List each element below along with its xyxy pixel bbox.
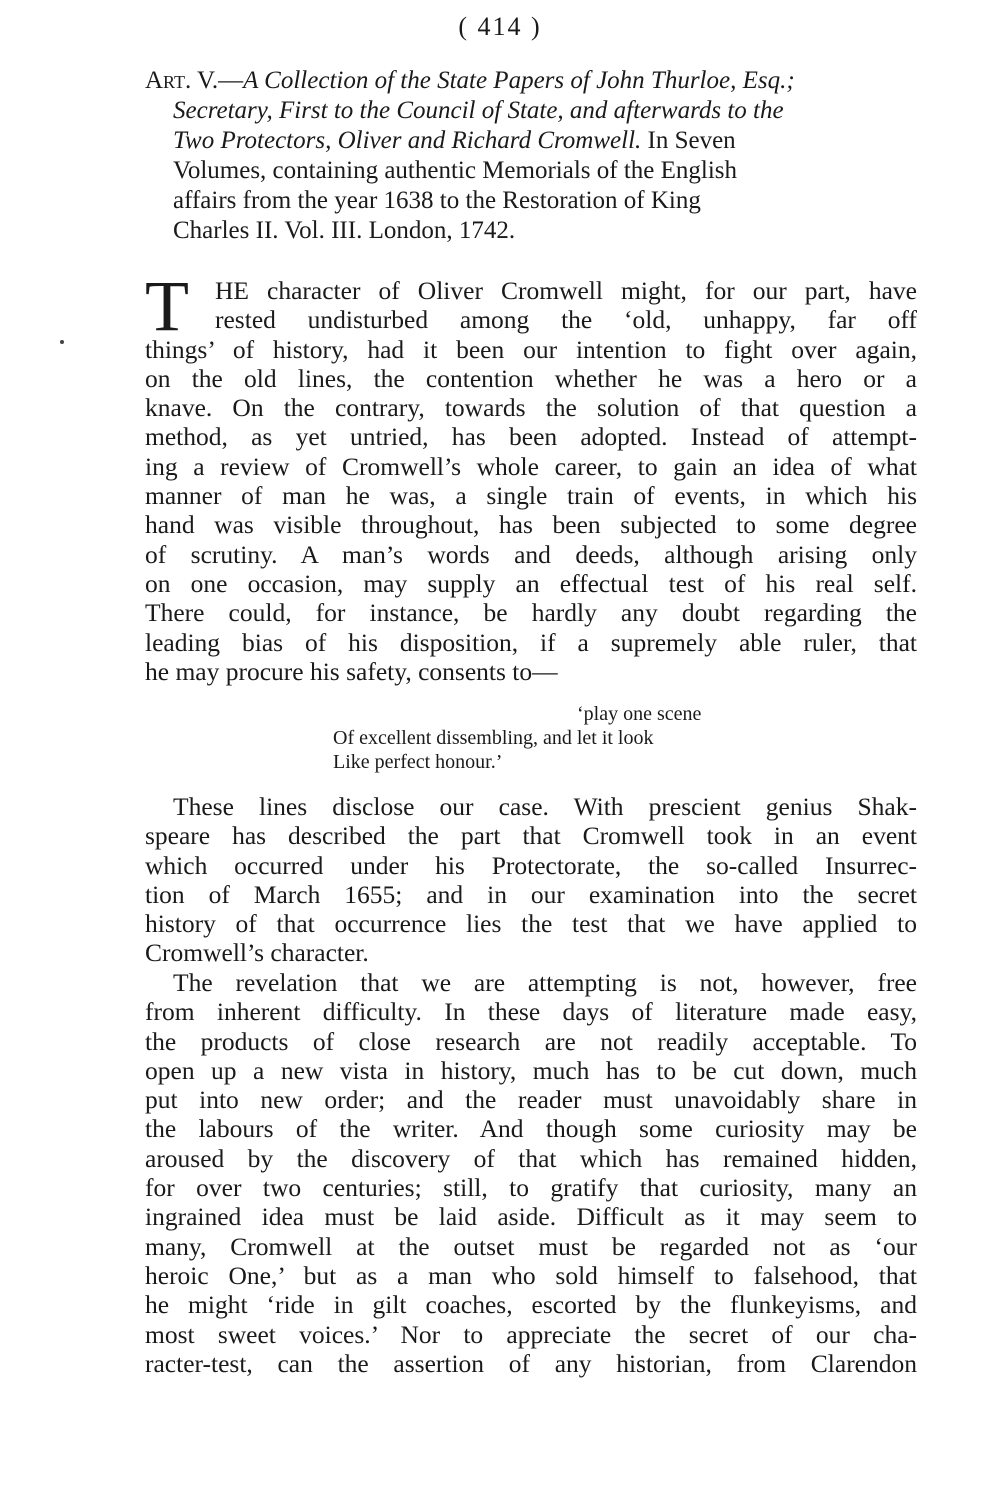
heading-title-part: A Collection of the State Papers of John Thurloe, Esq.; <box>243 67 795 94</box>
heading-line-6 <box>145 216 915 246</box>
article-heading <box>145 66 915 246</box>
heading-title-part: Secretary, First to the Council of State, and afterwards to the <box>173 97 784 124</box>
text-line: on the old lines, the contention whether he was a hero or a <box>145 363 917 393</box>
text-line: tion of March 1655; and in our examination into the secret <box>145 879 917 909</box>
heading-roman-part: In Seven <box>641 127 736 154</box>
text-line: most sweet voices.’ Nor to appreciate the secret of our cha- <box>145 1319 917 1349</box>
text-line: things’ of history, had it been our intention to fight over again, <box>145 334 917 364</box>
text-line: of scrutiny. A man’s words and deeds, although arising only <box>145 539 917 569</box>
heading-line-1 <box>145 66 915 96</box>
text-line: for over two centuries; still, to gratify that curiosity, many an <box>145 1173 917 1203</box>
text-line: the products of close research are not readily acceptable. To <box>145 1026 917 1056</box>
text-line: heroic One,’ but as a man who sold himself to falsehood, that <box>145 1260 917 1290</box>
text-line: Cromwell’s character. <box>145 938 369 968</box>
page-number: ( 414 ) <box>458 12 542 41</box>
text-line: history of that occurrence lies the test that we have applied to <box>145 909 917 939</box>
text-line: which occurred under his Protectorate, the so-called Insurrec- <box>145 850 917 880</box>
text-line: racter-test, can the assertion of any historian, from Clarendon <box>145 1348 917 1378</box>
text-line: aroused by the discovery of that which has remained hidden, <box>145 1143 917 1173</box>
heading-line-4 <box>145 156 915 186</box>
heading-roman-part: affairs from the year 1638 to the Restoration of King <box>173 187 701 214</box>
heading-dash: — <box>218 67 244 94</box>
text-line: knave. On the contrary, towards the solution of that question a <box>145 393 917 423</box>
heading-roman-part: Volumes, containing authentic Memorials of the English <box>173 157 738 184</box>
text-line: There could, for instance, be hardly any doubt regarding the <box>145 598 917 628</box>
text-line: speare has described the part that Cromwell took in an event <box>145 821 917 851</box>
text-line: manner of man he was, a single train of events, in which his <box>145 481 917 511</box>
paragraph-1 <box>145 266 917 686</box>
text-line: put into new order; and the reader must unavoidably share in <box>145 1085 917 1115</box>
text-line: rested undisturbed among the ‘old, unhappy, far off <box>215 305 917 335</box>
text-line: HE character of Oliver Cromwell might, for our part, have <box>215 276 917 305</box>
text-line: ing a review of Cromwell’s whole career, to gain an idea of what <box>145 451 917 481</box>
article-label: Art. V. <box>145 67 219 94</box>
heading-roman-part: Charles II. Vol. III. London, 1742. <box>173 217 516 244</box>
quote-line: Of excellent dissembling, and let it look <box>333 727 654 749</box>
text-line: many, Cromwell at the outset must be regarded not as ‘our <box>145 1231 917 1261</box>
paragraph-3 <box>145 968 917 1378</box>
text-line: ingrained idea must be laid aside. Difficult as it may seem to <box>145 1202 917 1232</box>
verse-quotation <box>333 702 753 774</box>
stray-ink-mark <box>60 340 64 344</box>
text-line: from inherent difficulty. In these days of literature made easy, <box>145 997 917 1027</box>
text-line: he may procure his safety, consents to— <box>145 656 558 686</box>
text-line: hand was visible throughout, has been subjected to some degree <box>145 510 917 540</box>
heading-title-part: Two Protectors, Oliver and Richard Cromwell. <box>173 127 642 154</box>
text-line: method, as yet untried, has been adopted. Instead of attempt- <box>145 422 917 452</box>
drop-cap: T <box>145 266 189 346</box>
text-line: The revelation that we are attempting is not, however, free <box>173 968 917 997</box>
text-line: the labours of the writer. And though some curiosity may be <box>145 1114 917 1144</box>
text-line: These lines disclose our case. With prescient genius Shak- <box>173 792 917 821</box>
paragraph-2 <box>145 792 917 968</box>
text-line: open up a new vista in history, much has to be cut down, much <box>145 1055 917 1085</box>
text-line: leading bias of his disposition, if a supremely able ruler, that <box>145 627 917 657</box>
quote-line: Like perfect honour.’ <box>333 751 503 773</box>
heading-line-2 <box>145 96 915 126</box>
heading-line-3 <box>145 126 915 156</box>
heading-line-5 <box>145 186 915 216</box>
quote-line: ‘play one scene <box>577 703 702 725</box>
text-line: on one occasion, may supply an effectual test of his real self. <box>145 568 917 598</box>
text-line: he might ‘ride in gilt coaches, escorted by the flunkeyisms, and <box>145 1290 917 1320</box>
